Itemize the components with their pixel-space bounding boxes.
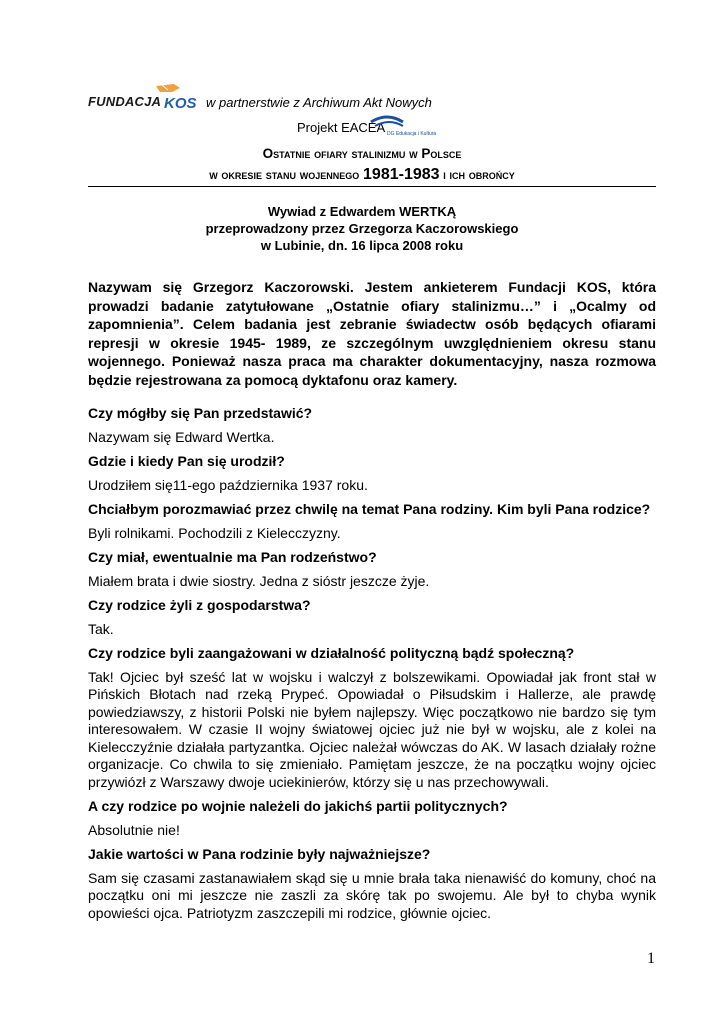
qa-list [88, 405, 656, 929]
eacea-logo-text: DG Edukacja i Kultura [387, 131, 437, 137]
project-label: Projekt EACEA [297, 120, 386, 135]
answer: Tak! Ojciec był sześć lat w wojsku i walczył z bolszewikami. Opowiadał jak front stał w Pińskich Błotach nad rzeką Prypeć. Opowiadał o Piłsudskim i Hallerze, ale prawdę powiedziawszy, z historii Polski nie byłem najlepszy. Więc początkowo nie bardzo się tym interesowałem. W czasie II wojny światowej ojciec już nie był w wojsku, ale z kolei na Kielecczyźnie działała partyzantka. Ojciec należał wówczas do AK. W lasach działały rożne organizacje. Co chwila to się zmieniało. Pamiętam jeszcze, że na początku wojny ojciec przywiózł z Warszawy dwoje uciekinierów, którzy się u nas przechowywali. [88, 668, 656, 790]
answer: Tak. [88, 620, 114, 637]
intro-paragraph: Nazywam się Grzegorz Kaczorowski. Jestem ankieterem Fundacji KOS, która prowadzi badanie zatytułowane „Ostatnie ofiary stalinizmu…” i „Ocalmy od zapomnienia”. Celem badania jest zebranie świadectw osób będących ofiarami represji w okresie 1945- 1989, ze szczególnym uwzględnieniem okresu stanu wojennego. Ponieważ nasza praca ma charakter dokumentacyjny, nasza rozmowa będzie rejestrowana za pomocą dyktafonu oraz kamery. [88, 279, 656, 388]
question: Czy mógłby się Pan przedstawić? [88, 405, 313, 421]
fundacja-wordmark: FUNDACJA [88, 94, 162, 109]
question: Czy miał, ewentualnie ma Pan rodzeństwo? [88, 549, 377, 565]
question: Chciałbym porozmawiać przez chwilę na temat Pana rodziny. Kim byli Pana rodzice? [88, 501, 651, 517]
kos-logo-text: KOS [164, 95, 197, 112]
subtitle-interviewer: przeprowadzony przez Grzegorza Kaczorowskiego [205, 221, 519, 236]
title-years: 1981-1983 [363, 166, 440, 183]
title-line-2-part-b: i ich obrońcy [439, 167, 515, 182]
subtitle-interview: Wywiad z Edwardem WERTKĄ [267, 204, 457, 219]
header-logos-row [88, 82, 648, 112]
question: A czy rodzice po wojnie należeli do jakichś partii politycznych? [88, 798, 508, 814]
title-line-2 [0, 166, 724, 184]
kos-logo-icon [150, 82, 202, 112]
title-line-1-part-a: Ostatnie ofiary stalinizmu w [262, 146, 422, 161]
eacea-logo-icon [367, 112, 445, 138]
title-line-2-part-a: w okresie stanu wojennego [209, 167, 364, 182]
answer: Sam się czasami zastanawiałem skąd się u mnie brała taka nienawiść do komuny, choć na początku oni mi jeszcze nie zaszli za skórę tak po swojemu. Ale był to chyba wynik opowieści ojca. Patriotyzm zaszczepili mi rodzice, głównie ojciec. [88, 869, 656, 921]
question: Czy rodzice byli zaangażowani w działalność polityczną bądź społeczną? [88, 645, 575, 661]
answer: Absolutnie nie! [88, 821, 180, 838]
page-number: 1 [647, 950, 655, 967]
partner-text: w partnerstwie z Archiwum Akt Nowych [206, 95, 432, 110]
answer: Nazywam się Edward Wertka. [88, 428, 275, 445]
subtitle-place-date: w Lubinie, dn. 16 lipca 2008 roku [260, 238, 464, 253]
header-divider [88, 186, 656, 187]
title-line-1 [0, 146, 724, 161]
answer: Byli rolnikami. Pochodzili z Kielecczyzny. [88, 524, 341, 541]
answer: Miałem brata i dwie siostry. Jedna z sióstr jeszcze żyje. [88, 572, 430, 589]
question: Jakie wartości w Pana rodzinie były najważniejsze? [88, 846, 431, 862]
question: Gdzie i kiedy Pan się urodził? [88, 453, 285, 469]
answer: Urodziłem się11-ego października 1937 roku. [88, 476, 368, 493]
question: Czy rodzice żyli z gospodarstwa? [88, 597, 311, 613]
title-line-1-part-b: Polsce [421, 146, 462, 161]
